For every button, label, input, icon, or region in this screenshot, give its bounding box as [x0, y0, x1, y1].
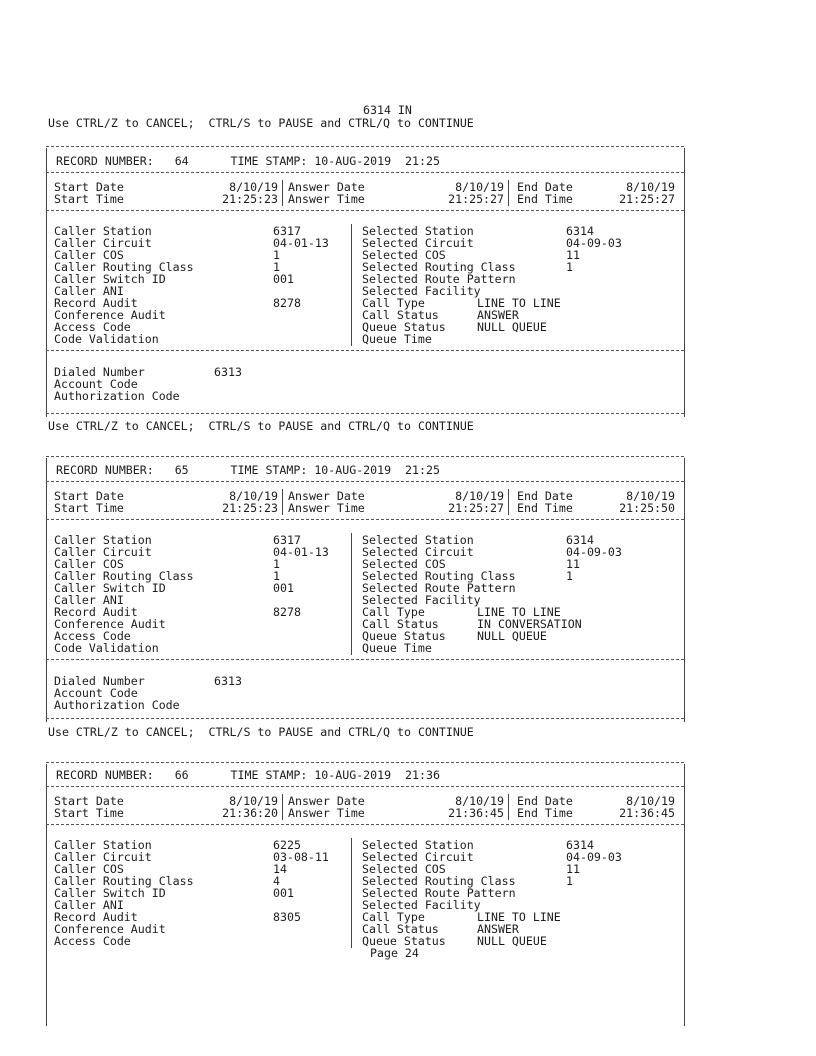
column-separator — [508, 180, 509, 206]
field-value-caller-routing-class: 4 — [273, 874, 280, 888]
field-value-selected-cos: 11 — [566, 557, 580, 571]
record-header: RECORD NUMBER: 64 TIME STAMP: 10-AUG-2019 21:25 — [56, 154, 440, 168]
dialed-number: 6313 — [214, 365, 242, 379]
record-number: 64 — [174, 154, 189, 168]
field-value-queue-status: NULL QUEUE — [477, 629, 547, 643]
field-value-caller-cos: 1 — [273, 248, 280, 262]
field-value-selected-circuit: 04-09-03 — [566, 236, 622, 250]
column-separator — [508, 794, 509, 820]
field-value-caller-cos: 1 — [273, 557, 280, 571]
field-value-selected-routing-class: 1 — [566, 874, 573, 888]
field-value-record-audit: 8278 — [273, 296, 301, 310]
controls-instruction: Use CTRL/Z to CANCEL; CTRL/S to PAUSE and CTRL/Q to CONTINUE — [48, 116, 474, 130]
column-separator — [282, 180, 283, 206]
field-value-selected-cos: 11 — [566, 862, 580, 876]
field-label-selected-circuit: Selected Circuit — [362, 545, 474, 559]
field-value-caller-switch-id: 001 — [273, 581, 294, 595]
start-date: 8/10/19 — [229, 180, 278, 194]
field-label-call-type: Call Type — [362, 296, 425, 310]
end-time: 21:25:50 — [619, 501, 675, 515]
field-value-call-status: IN CONVERSATION — [477, 617, 582, 631]
end-date: 8/10/19 — [626, 794, 675, 808]
dashed-divider — [46, 146, 684, 147]
field-label-selected-station: Selected Station — [362, 838, 474, 852]
field-label-access-code: Access Code — [54, 934, 131, 948]
dialed-number: 6313 — [214, 674, 242, 688]
field-label-selected-routing-class: Selected Routing Class — [362, 260, 516, 274]
field-label-caller-circuit: Caller Circuit — [54, 545, 152, 559]
field-value-caller-station: 6317 — [273, 224, 301, 238]
field-label-call-status: Call Status — [362, 617, 439, 631]
field-label-start-date: Start Date — [54, 489, 124, 503]
start-time: 21:25:23 — [222, 501, 278, 515]
dashed-divider — [46, 481, 684, 482]
field-value-call-status: ANSWER — [477, 308, 519, 322]
field-label-end-date: End Date — [517, 180, 573, 194]
field-label-selected-routing-class: Selected Routing Class — [362, 874, 516, 888]
field-value-selected-circuit: 04-09-03 — [566, 850, 622, 864]
field-label-caller-cos: Caller COS — [54, 557, 124, 571]
field-label-caller-station: Caller Station — [54, 224, 152, 238]
field-label-selected-cos: Selected COS — [362, 557, 446, 571]
dashed-divider — [46, 172, 684, 173]
field-label-queue-status: Queue Status — [362, 629, 446, 643]
dashed-divider — [46, 786, 684, 787]
field-value-call-status: ANSWER — [477, 922, 519, 936]
field-label-code-validation: Code Validation — [54, 641, 159, 655]
field-label-queue-time: Queue Time — [362, 332, 432, 346]
field-label-end-date: End Date — [517, 489, 573, 503]
field-label-queue-time: Queue Time — [362, 641, 432, 655]
field-value-caller-circuit: 04-01-13 — [273, 545, 329, 559]
field-value-selected-routing-class: 1 — [566, 260, 573, 274]
field-value-selected-routing-class: 1 — [566, 569, 573, 583]
field-label-caller-cos: Caller COS — [54, 862, 124, 876]
column-separator — [351, 224, 352, 346]
dashed-divider — [46, 824, 684, 825]
field-label-authorization-code: Authorization Code — [54, 698, 180, 712]
field-label-account-code: Account Code — [54, 686, 138, 700]
field-label-code-validation: Code Validation — [54, 332, 159, 346]
record-header: RECORD NUMBER: 66 TIME STAMP: 10-AUG-2019 21:36 — [56, 768, 440, 782]
end-time: 21:36:45 — [619, 806, 675, 820]
field-label-selected-facility: Selected Facility — [362, 898, 481, 912]
field-label-answer-date: Answer Date — [288, 180, 365, 194]
dashed-divider — [46, 350, 684, 351]
field-value-caller-cos: 14 — [273, 862, 287, 876]
answer-date: 8/10/19 — [455, 489, 504, 503]
field-label-caller-switch-id: Caller Switch ID — [54, 272, 166, 286]
column-separator — [46, 148, 47, 417]
column-separator — [684, 148, 685, 417]
column-separator — [46, 458, 47, 722]
answer-time: 21:25:27 — [448, 192, 504, 206]
field-value-caller-station: 6317 — [273, 533, 301, 547]
field-label-call-status: Call Status — [362, 922, 439, 936]
column-separator — [351, 533, 352, 655]
column-separator — [282, 489, 283, 515]
field-label-record-audit: Record Audit — [54, 605, 138, 619]
field-label-call-type: Call Type — [362, 605, 425, 619]
answer-time: 21:36:45 — [448, 806, 504, 820]
field-label-start-time: Start Time — [54, 501, 124, 515]
field-value-queue-status: NULL QUEUE — [477, 934, 547, 948]
field-label-call-status: Call Status — [362, 308, 439, 322]
record-number: 66 — [174, 768, 189, 782]
field-value-caller-routing-class: 1 — [273, 260, 280, 274]
field-label-selected-route-pattern: Selected Route Pattern — [362, 581, 516, 595]
field-value-queue-status: NULL QUEUE — [477, 320, 547, 334]
field-label-selected-station: Selected Station — [362, 533, 474, 547]
field-label-caller-switch-id: Caller Switch ID — [54, 581, 166, 595]
field-label-end-time: End Time — [517, 806, 573, 820]
column-separator — [684, 764, 685, 1026]
dashed-divider — [46, 456, 684, 457]
field-value-record-audit: 8305 — [273, 910, 301, 924]
field-label-selected-facility: Selected Facility — [362, 593, 481, 607]
field-label-caller-routing-class: Caller Routing Class — [54, 260, 194, 274]
field-label-answer-time: Answer Time — [288, 192, 365, 206]
page-number: Page 24 — [370, 946, 419, 960]
field-label-start-date: Start Date — [54, 180, 124, 194]
field-value-selected-station: 6314 — [566, 533, 594, 547]
end-time: 21:25:27 — [619, 192, 675, 206]
field-label-dialed-number: Dialed Number — [54, 674, 145, 688]
field-label-start-date: Start Date — [54, 794, 124, 808]
field-label-caller-switch-id: Caller Switch ID — [54, 886, 166, 900]
answer-date: 8/10/19 — [455, 180, 504, 194]
dashed-divider — [46, 519, 684, 520]
column-separator — [684, 458, 685, 722]
field-value-selected-cos: 11 — [566, 248, 580, 262]
record-number: 65 — [174, 463, 189, 477]
start-time: 21:25:23 — [222, 192, 278, 206]
dashed-divider — [46, 210, 684, 211]
field-label-caller-circuit: Caller Circuit — [54, 236, 152, 250]
field-label-selected-cos: Selected COS — [362, 862, 446, 876]
field-label-answer-time: Answer Time — [288, 501, 365, 515]
field-label-caller-ani: Caller ANI — [54, 898, 124, 912]
field-label-selected-route-pattern: Selected Route Pattern — [362, 272, 516, 286]
column-separator — [46, 764, 47, 1026]
field-label-call-type: Call Type — [362, 910, 425, 924]
field-label-caller-ani: Caller ANI — [54, 284, 124, 298]
field-label-authorization-code: Authorization Code — [54, 389, 180, 403]
field-label-caller-station: Caller Station — [54, 838, 152, 852]
field-label-conference-audit: Conference Audit — [54, 617, 166, 631]
field-label-end-date: End Date — [517, 794, 573, 808]
start-date: 8/10/19 — [229, 489, 278, 503]
start-time: 21:36:20 — [222, 806, 278, 820]
controls-instruction: Use CTRL/Z to CANCEL; CTRL/S to PAUSE and CTRL/Q to CONTINUE — [48, 419, 474, 433]
field-label-start-time: Start Time — [54, 806, 124, 820]
field-label-selected-station: Selected Station — [362, 224, 474, 238]
field-value-caller-circuit: 03-08-11 — [273, 850, 329, 864]
field-label-caller-circuit: Caller Circuit — [54, 850, 152, 864]
field-label-end-time: End Time — [517, 192, 573, 206]
field-label-selected-circuit: Selected Circuit — [362, 850, 474, 864]
field-label-start-time: Start Time — [54, 192, 124, 206]
controls-instruction: Use CTRL/Z to CANCEL; CTRL/S to PAUSE and CTRL/Q to CONTINUE — [48, 725, 474, 739]
field-label-access-code: Access Code — [54, 629, 131, 643]
field-label-caller-station: Caller Station — [54, 533, 152, 547]
field-label-answer-time: Answer Time — [288, 806, 365, 820]
field-value-caller-switch-id: 001 — [273, 272, 294, 286]
time-stamp: 10-AUG-2019 21:25 — [314, 154, 440, 168]
dashed-divider — [46, 413, 684, 414]
field-label-answer-date: Answer Date — [288, 489, 365, 503]
field-label-selected-routing-class: Selected Routing Class — [362, 569, 516, 583]
field-label-dialed-number: Dialed Number — [54, 365, 145, 379]
field-label-caller-ani: Caller ANI — [54, 593, 124, 607]
time-stamp: 10-AUG-2019 21:25 — [314, 463, 440, 477]
field-value-call-type: LINE TO LINE — [477, 910, 561, 924]
field-label-queue-status: Queue Status — [362, 934, 446, 948]
column-separator — [508, 489, 509, 515]
field-value-call-type: LINE TO LINE — [477, 605, 561, 619]
field-label-conference-audit: Conference Audit — [54, 922, 166, 936]
field-label-caller-routing-class: Caller Routing Class — [54, 874, 194, 888]
field-label-selected-cos: Selected COS — [362, 248, 446, 262]
field-label-record-audit: Record Audit — [54, 296, 138, 310]
field-label-conference-audit: Conference Audit — [54, 308, 166, 322]
answer-time: 21:25:27 — [448, 501, 504, 515]
field-label-caller-cos: Caller COS — [54, 248, 124, 262]
time-stamp: 10-AUG-2019 21:36 — [314, 768, 440, 782]
field-value-caller-station: 6225 — [273, 838, 301, 852]
field-value-record-audit: 8278 — [273, 605, 301, 619]
field-label-end-time: End Time — [517, 501, 573, 515]
field-label-selected-route-pattern: Selected Route Pattern — [362, 886, 516, 900]
page-title: 6314 IN — [363, 103, 412, 117]
field-label-answer-date: Answer Date — [288, 794, 365, 808]
end-date: 8/10/19 — [626, 180, 675, 194]
field-value-selected-station: 6314 — [566, 224, 594, 238]
column-separator — [282, 794, 283, 820]
field-value-call-type: LINE TO LINE — [477, 296, 561, 310]
field-label-caller-routing-class: Caller Routing Class — [54, 569, 194, 583]
field-value-caller-switch-id: 001 — [273, 886, 294, 900]
dashed-divider — [46, 762, 684, 763]
dashed-divider — [46, 659, 684, 660]
dashed-divider — [46, 718, 684, 719]
field-value-caller-circuit: 04-01-13 — [273, 236, 329, 250]
field-label-access-code: Access Code — [54, 320, 131, 334]
end-date: 8/10/19 — [626, 489, 675, 503]
field-value-selected-circuit: 04-09-03 — [566, 545, 622, 559]
record-header: RECORD NUMBER: 65 TIME STAMP: 10-AUG-2019 21:25 — [56, 463, 440, 477]
field-value-selected-station: 6314 — [566, 838, 594, 852]
field-label-queue-status: Queue Status — [362, 320, 446, 334]
field-label-record-audit: Record Audit — [54, 910, 138, 924]
field-label-account-code: Account Code — [54, 377, 138, 391]
start-date: 8/10/19 — [229, 794, 278, 808]
field-label-selected-facility: Selected Facility — [362, 284, 481, 298]
field-label-selected-circuit: Selected Circuit — [362, 236, 474, 250]
field-value-caller-routing-class: 1 — [273, 569, 280, 583]
column-separator — [351, 838, 352, 948]
answer-date: 8/10/19 — [455, 794, 504, 808]
